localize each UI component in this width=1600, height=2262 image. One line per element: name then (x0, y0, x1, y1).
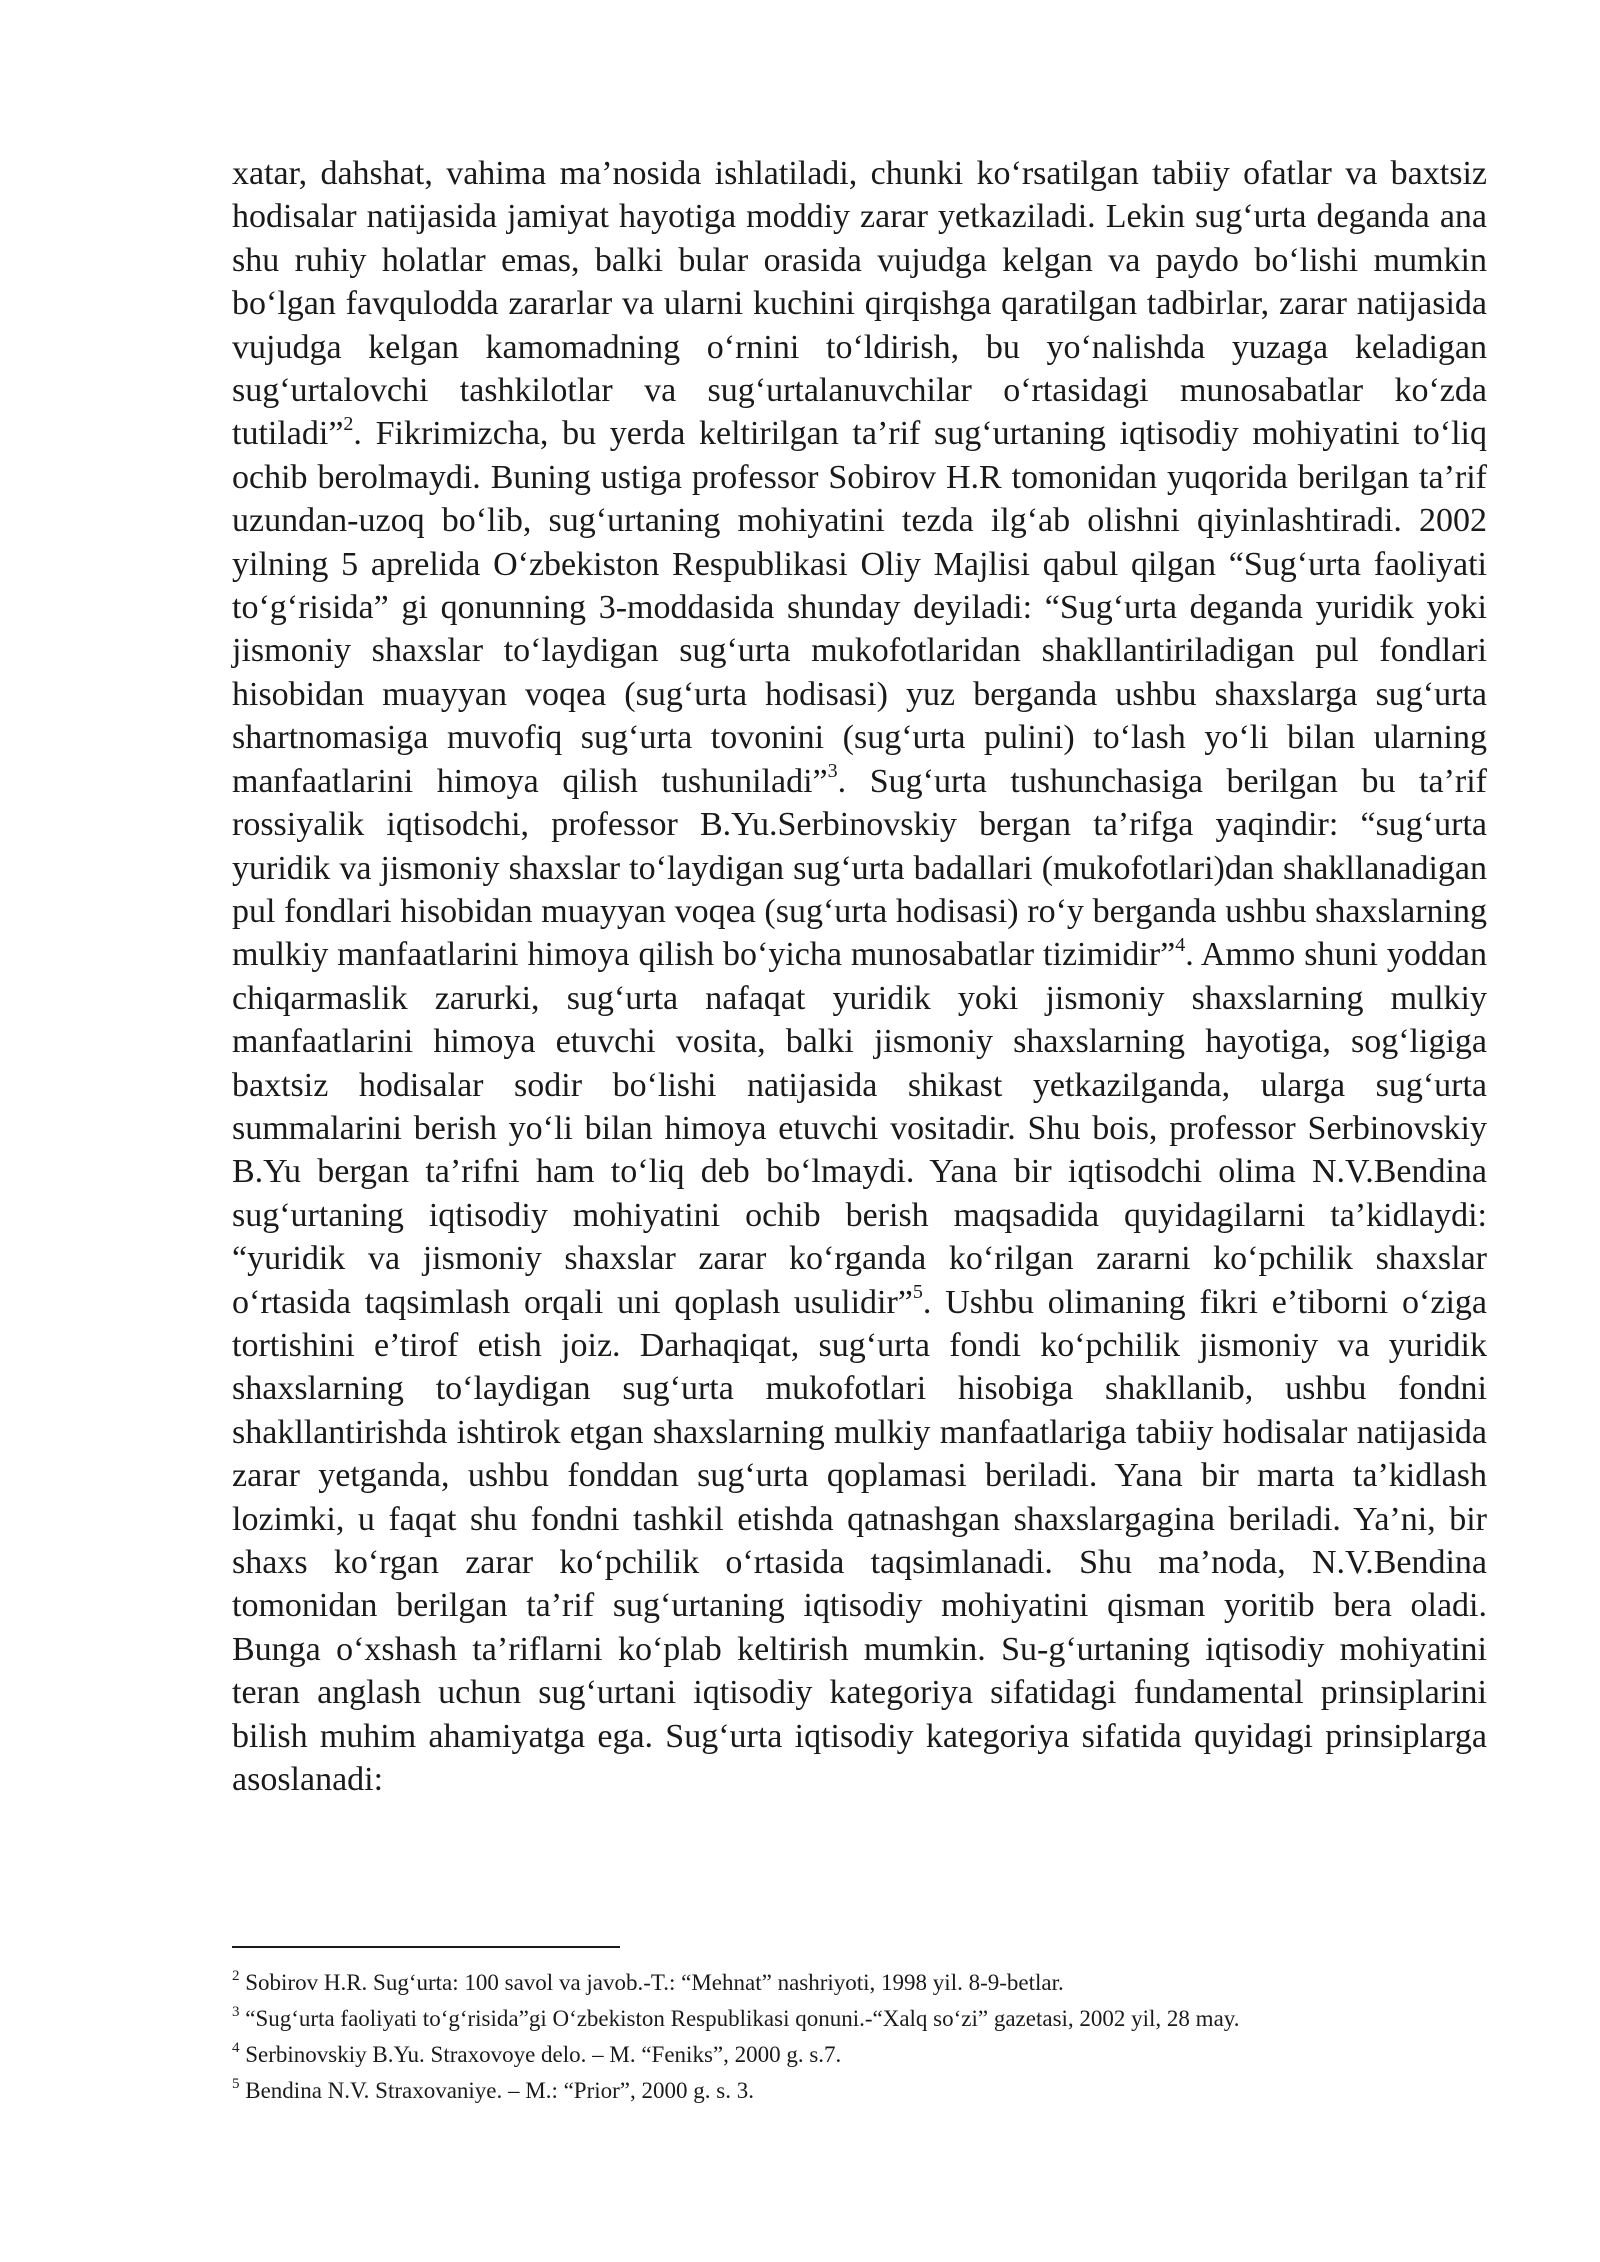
body-text-segment: . Sug‘urta tushunchasiga berilgan bu ta’rif rossiyalik iqtisodchi, professor B.Yu.Serbinovskiy bergan ta’rifga yaqindir: “sug‘urta yuridik va jismoniy shaxslar to‘laydigan sug‘urta badallari (mukofotlari)dan shakllanadigan pul fondlari hisobidan muayyan voqea (sug‘urta hodisasi) ro‘y berganda ushbu shaxslarning mulkiy manfaatlarini himoya qilish bo‘yicha munosabatlar tizimidir” (232, 762, 1487, 974)
body-text-segment: xatar, dahshat, vahima ma’nosida ishlatiladi, chunki ko‘rsatilgan tabiiy ofatlar va baxtsiz hodisalar natijasida jamiyat hayotiga moddiy zarar yetkaziladi. Lekin sug‘urta deganda ana shu ruhiy holatlar emas, balki bular orasida vujudga kelgan va paydo bo‘lishi mumkin bo‘lgan favqulodda zararlar va ularni kuchini qirqishga qaratilgan tadbirlar, zarar natijasida vujudga kelgan kamomadning o‘rnini to‘ldirish, bu yo‘nalishda yuzaga keladigan sug‘urtalovchi tashkilotlar va sug‘urtalanuvchilar o‘rtasidagi munosabatlar ko‘zda tutiladi” (232, 155, 1487, 453)
body-text-segment: . Fikrimizcha, bu yerda keltirilgan ta’rif sug‘urtaning iqtisodiy mohiyatini to‘liq ochib berolmaydi. Buning ustiga professor Sobirov H.R tomonidan yuqorida berilgan ta’rif uzundan-uzoq bo‘lib, sug‘urtaning mohiyatini tezda ilg‘ab olishni qiyinlashtiradi. 2002 yilning 5 aprelida O‘zbekiston Respublikasi Oliy Majlisi qabul qilgan “Sug‘urta faoliyati to‘g‘risida” gi qonunning 3-moddasida shunday deyiladi: “Sug‘urta deganda yuridik yoki jismoniy shaxslar to‘laydigan sug‘urta mukofotlaridan shakllantiriladigan pul fondlari hisobidan muayyan voqea (sug‘urta hodisasi) yuz berganda ushbu shaxslarga sug‘urta shartnomasiga muvofiq sug‘urta tovonini (sug‘urta pulini) to‘lash yo‘li bilan ularning manfaatlarini himoya qilish tushuniladi” (232, 415, 1487, 800)
footnote-number: 2 (232, 1968, 240, 1985)
footnote-text: Sobirov H.R. Sug‘urta: 100 savol va javob.-T.: “Mehnat” nashriyoti, 1998 yil. 8-9-betlar. (239, 1970, 1064, 1995)
footnote-item (232, 2001, 1487, 2037)
footnote-number: 3 (232, 2004, 240, 2021)
body-text-segment: . Ushbu olimaning fikri e’tiborni o‘ziga tortishini e’tirof etish joiz. Darhaqiqat, sug‘urta fondi ko‘pchilik jismoniy va yuridik shaxslarning to‘laydigan sug‘urta mukofotlari hisobiga shakllanib, ushbu fondni shakllantirishda ishtirok etgan shaxslarning mulkiy manfaatlariga tabiiy hodisalar natijasida zarar yetganda, ushbu fonddan sug‘urta qoplamasi beriladi. Yana bir marta ta’kidlash lozimki, u faqat shu fondni tashkil etishda qatnashgan shaxslargagina beriladi. Ya’ni, bir shaxs ko‘rgan zarar ko‘pchilik o‘rtasida taqsimlanadi. Shu ma’noda, N.V.Bendina tomonidan berilgan ta’rif sug‘urtaning iqtisodiy mohiyatini qisman yoritib bera oladi. Bunga o‘xshash ta’riflarni ko‘plab keltirish mumkin. Su-g‘urtaning iqtisodiy mohiyatini teran anglash uchun sug‘urtani iqtisodiy kategoriya sifatidagi fundamental prinsiplarini bilish muhim ahamiyatga ega. Sug‘urta iqtisodiy kategoriya sifatida quyidagi prinsiplarga asoslanadi: (232, 1283, 1487, 1799)
footnote-text: “Sug‘urta faoliyati to‘g‘risida”gi O‘zbekiston Respublikasi qonuni.-“Xalq so‘zi” gazetasi, 2002 yil, 28 may. (239, 2006, 1240, 2031)
footnote-item (232, 2073, 1487, 2109)
body-paragraph (232, 152, 1487, 1801)
footnotes-list (232, 1965, 1487, 2109)
footnote-text: Bendina N.V. Straxovaniye. – M.: “Prior”, 2000 g. s. 3. (239, 2078, 754, 2103)
footnote-ref-2[interactable]: 2 (343, 413, 354, 436)
footnote-ref-5[interactable]: 5 (912, 1281, 923, 1304)
footnote-separator (232, 1946, 620, 1948)
footnote-number: 5 (232, 2076, 240, 2093)
footnote-number: 4 (232, 2040, 240, 2057)
footnote-item (232, 1965, 1487, 2001)
footnote-ref-4[interactable]: 4 (1175, 933, 1186, 956)
footnote-item (232, 2037, 1487, 2073)
footnote-text: Serbinovskiy B.Yu. Straxovoye delo. – M. “Feniks”, 2000 g. s.7. (239, 2042, 842, 2067)
body-text-segment: . Ammo shuni yoddan chiqarmaslik zarurki, sug‘urta nafaqat yuridik yoki jismoniy shaxslarning mulkiy manfaatlarini himoya etuvchi vosita, balki jismoniy shaxslarning hayotiga, sog‘ligiga baxtsiz hodisalar sodir bo‘lishi natijasida shikast yetkazilganda, ularga sug‘urta summalarini berish yo‘li bilan himoya etuvchi vositadir. Shu bois, professor Serbinovskiy B.Yu bergan ta’rifni ham to‘liq deb bo‘lmaydi. Yana bir iqtisodchi olima N.V.Bendina sug‘urtaning iqtisodiy mohiyatini ochib berish maqsadida quyidagilarni ta’kidlaydi: “yuridik va jismoniy shaxslar zarar ko‘rganda ko‘rilgan zararni ko‘pchilik shaxslar o‘rtasida taqsimlash orqali uni qoplash usulidir” (232, 936, 1487, 1321)
footnote-ref-3[interactable]: 3 (827, 760, 838, 783)
